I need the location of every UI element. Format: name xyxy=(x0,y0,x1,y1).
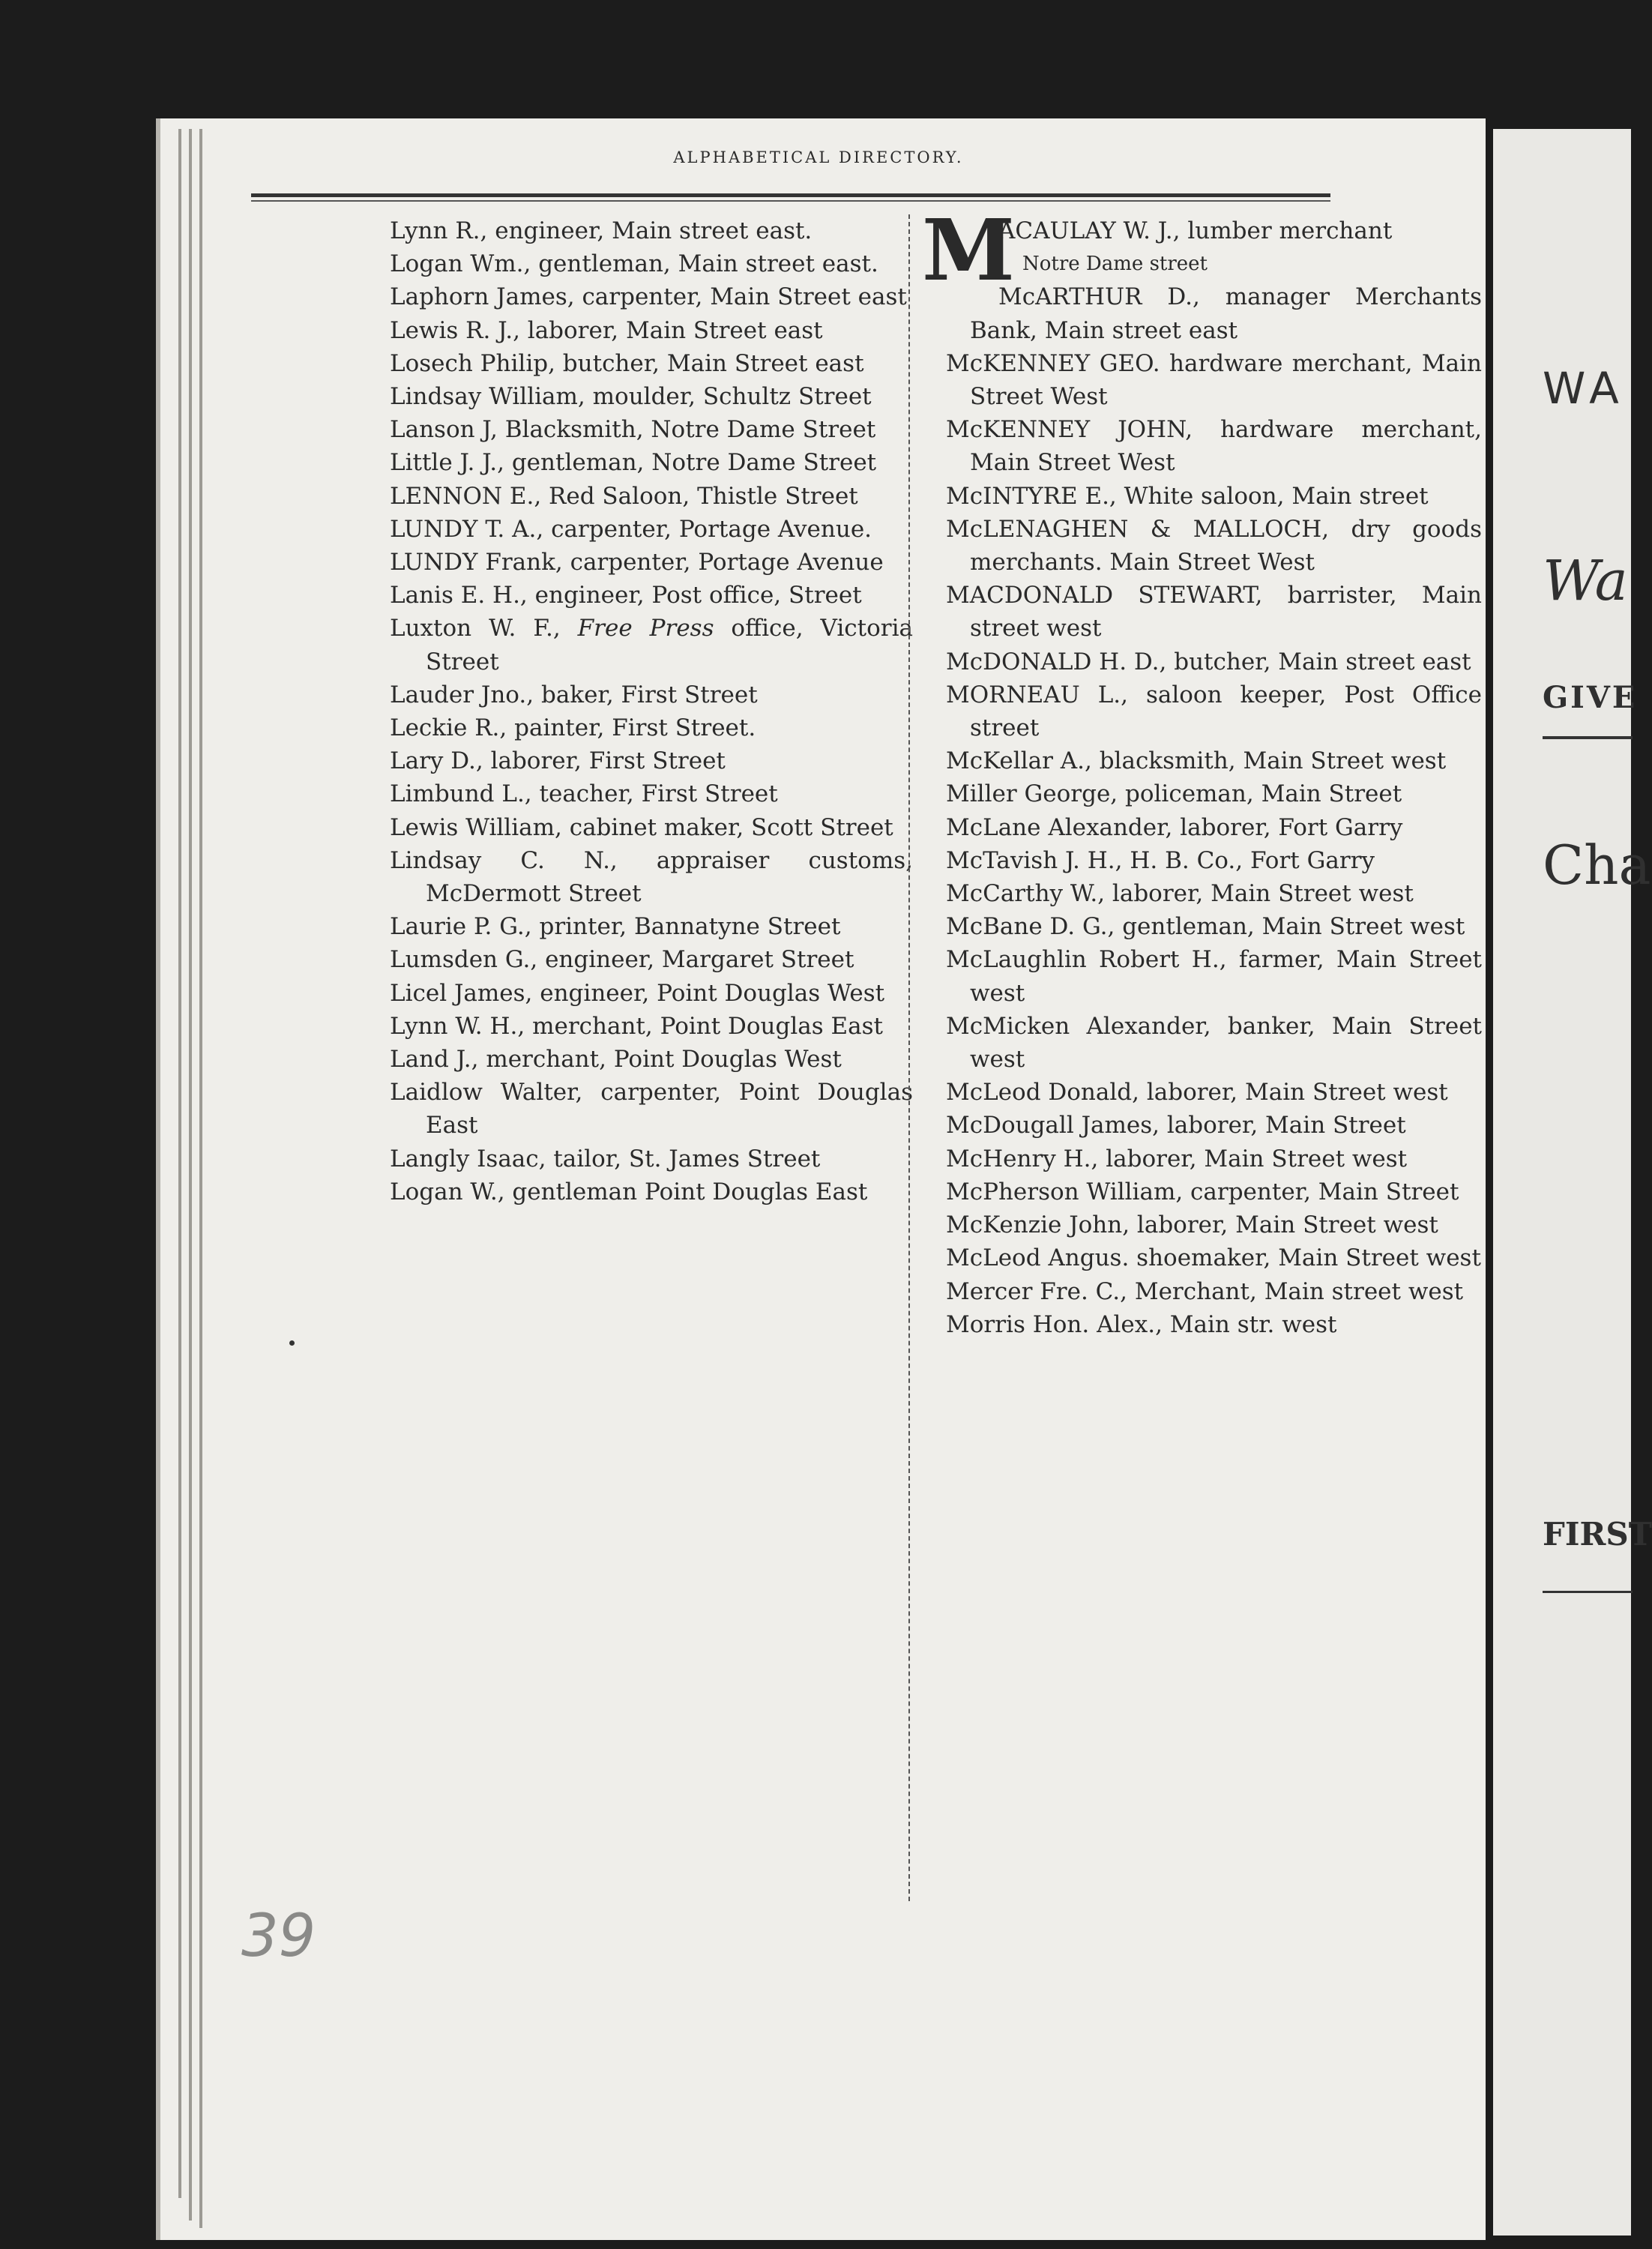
directory-entry: McLENAGHEN & MALLOCH, dry goods merchants. Main Street West xyxy=(946,515,1482,576)
directory-entry: Lanis E. H., engineer, Post office, Street xyxy=(390,582,862,609)
directory-entry: McLeod Angus. shoemaker, Main Street west xyxy=(946,1244,1481,1272)
directory-entry: McKENNEY GEO. hardware merchant, Main Street West xyxy=(946,349,1482,411)
directory-entry: McTavish J. H., H. B. Co., Fort Garry xyxy=(946,846,1375,874)
page-edge-line xyxy=(199,129,202,2228)
page-edge-line xyxy=(178,129,181,2198)
directory-entry: McPherson William, carpenter, Main Street xyxy=(946,1178,1459,1205)
facing-page-text: GIVE xyxy=(1543,680,1638,715)
directory-entry: Lumsden G., engineer, Margaret Street xyxy=(390,946,854,974)
handwritten-page-number: 39 xyxy=(241,1903,316,1970)
ink-dot xyxy=(289,1340,295,1346)
directory-entry: Laidlow Walter, carpenter, Point Douglas East xyxy=(390,1079,913,1139)
directory-entry: Lindsay C. N., appraiser customs, McDermott Street xyxy=(390,846,913,908)
entry-text: Notre Dame street xyxy=(1022,253,1208,276)
newspaper-name: Free Press xyxy=(577,615,714,642)
facing-page-text: WA xyxy=(1543,363,1625,414)
directory-entry: Leckie R., painter, First Street. xyxy=(390,714,756,742)
directory-entry: McCarthy W., laborer, Main Street west xyxy=(946,880,1414,908)
directory-entry: McLeod Donald, laborer, Main Street west xyxy=(946,1079,1448,1107)
directory-entry: McINTYRE E., White saloon, Main street xyxy=(946,482,1429,510)
directory-entry: Mercer Fre. C., Merchant, Main street west xyxy=(946,1277,1464,1305)
page-edge-line xyxy=(189,129,192,2221)
drop-cap: M xyxy=(922,202,1015,300)
facing-page-text: FIRST xyxy=(1543,1516,1652,1553)
directory-entry: McHenry H., laborer, Main Street west xyxy=(946,1145,1408,1172)
directory-entry: LUNDY T. A., carpenter, Portage Avenue. xyxy=(390,515,872,543)
entry-text: ACAULAY W. J., lumber merchant xyxy=(998,217,1393,244)
directory-entry: Lynn W. H., merchant, Point Douglas East xyxy=(390,1012,884,1040)
directory-entry: Lindsay William, moulder, Schultz Street xyxy=(390,383,872,411)
directory-entry: McMicken Alexander, banker, Main Street west xyxy=(946,1012,1482,1074)
directory-entry: McKENNEY JOHN, hardware merchant, Main Street West xyxy=(946,416,1482,477)
directory-entry: McDONALD H. D., butcher, Main street east xyxy=(946,648,1471,675)
facing-page-rule xyxy=(1543,736,1633,739)
directory-entry: LENNON E., Red Saloon, Thistle Street xyxy=(390,482,858,510)
directory-entry xyxy=(922,202,1482,300)
directory-entry: Licel James, engineer, Point Douglas West xyxy=(390,979,885,1007)
directory-entry: McLane Alexander, laborer, Fort Garry xyxy=(946,813,1403,841)
directory-entry: McARTHUR D., manager Merchants Bank, Main street east xyxy=(970,283,1482,344)
directory-entry: MORNEAU L., saloon keeper, Post Office street xyxy=(946,681,1482,742)
directory-entry: McDougall James, laborer, Main Street xyxy=(946,1112,1406,1139)
directory-entry: LUNDY Frank, carpenter, Portage Avenue xyxy=(390,549,884,576)
directory-entry: McKellar A., blacksmith, Main Street west xyxy=(946,747,1447,775)
right-column xyxy=(922,202,1482,1341)
directory-entry: McLaughlin Robert H., farmer, Main Street west xyxy=(946,946,1482,1007)
directory-entry: Miller George, policeman, Main Street xyxy=(946,780,1402,808)
directory-entry: McBane D. G., gentleman, Main Street west xyxy=(946,913,1465,941)
column-divider xyxy=(908,214,910,1901)
directory-entry: Lanson J, Blacksmith, Notre Dame Street xyxy=(390,416,876,444)
directory-entry: McKenzie John, laborer, Main Street west xyxy=(946,1211,1438,1239)
directory-entry: Lewis R. J., laborer, Main Street east xyxy=(390,316,823,344)
directory-entry: Morris Hon. Alex., Main str. west xyxy=(946,1310,1337,1338)
directory-entry: Laphorn James, carpenter, Main Street east xyxy=(390,283,907,311)
directory-entry: Lewis William, cabinet maker, Scott Street xyxy=(390,813,893,841)
directory-entry: Logan W., gentleman Point Douglas East xyxy=(390,1178,868,1205)
directory-entry: Luxton W. F., Free Press office, Victoria Street xyxy=(390,615,914,675)
directory-entry: Lary D., laborer, First Street xyxy=(390,747,726,775)
directory-entry: Lynn R., engineer, Main street east. xyxy=(390,217,813,244)
page-header: ALPHABETICAL DIRECTORY. xyxy=(673,148,964,166)
facing-page-text: Cha xyxy=(1543,834,1651,897)
directory-entry: Lauder Jno., baker, First Street xyxy=(390,681,758,708)
header-rule xyxy=(251,193,1330,202)
directory-entry: Land J., merchant, Point Douglas West xyxy=(390,1046,842,1074)
facing-page-rule xyxy=(1543,1591,1633,1593)
directory-entry: Logan Wm., gentleman, Main street east. xyxy=(390,250,878,278)
directory-entry: Little J. J., gentleman, Notre Dame Street xyxy=(390,449,877,477)
directory-entry: Limbund L., teacher, First Street xyxy=(390,780,778,808)
directory-entry: Laurie P. G., printer, Bannatyne Street xyxy=(390,913,841,941)
facing-page xyxy=(1493,129,1652,2236)
facing-page-text: Wa xyxy=(1543,549,1628,613)
directory-entry: Losech Philip, butcher, Main Street east xyxy=(390,349,864,377)
directory-entry: MACDONALD STEWART, barrister, Main street west xyxy=(946,582,1482,642)
directory-entry: Langly Isaac, tailor, St. James Street xyxy=(390,1145,821,1172)
